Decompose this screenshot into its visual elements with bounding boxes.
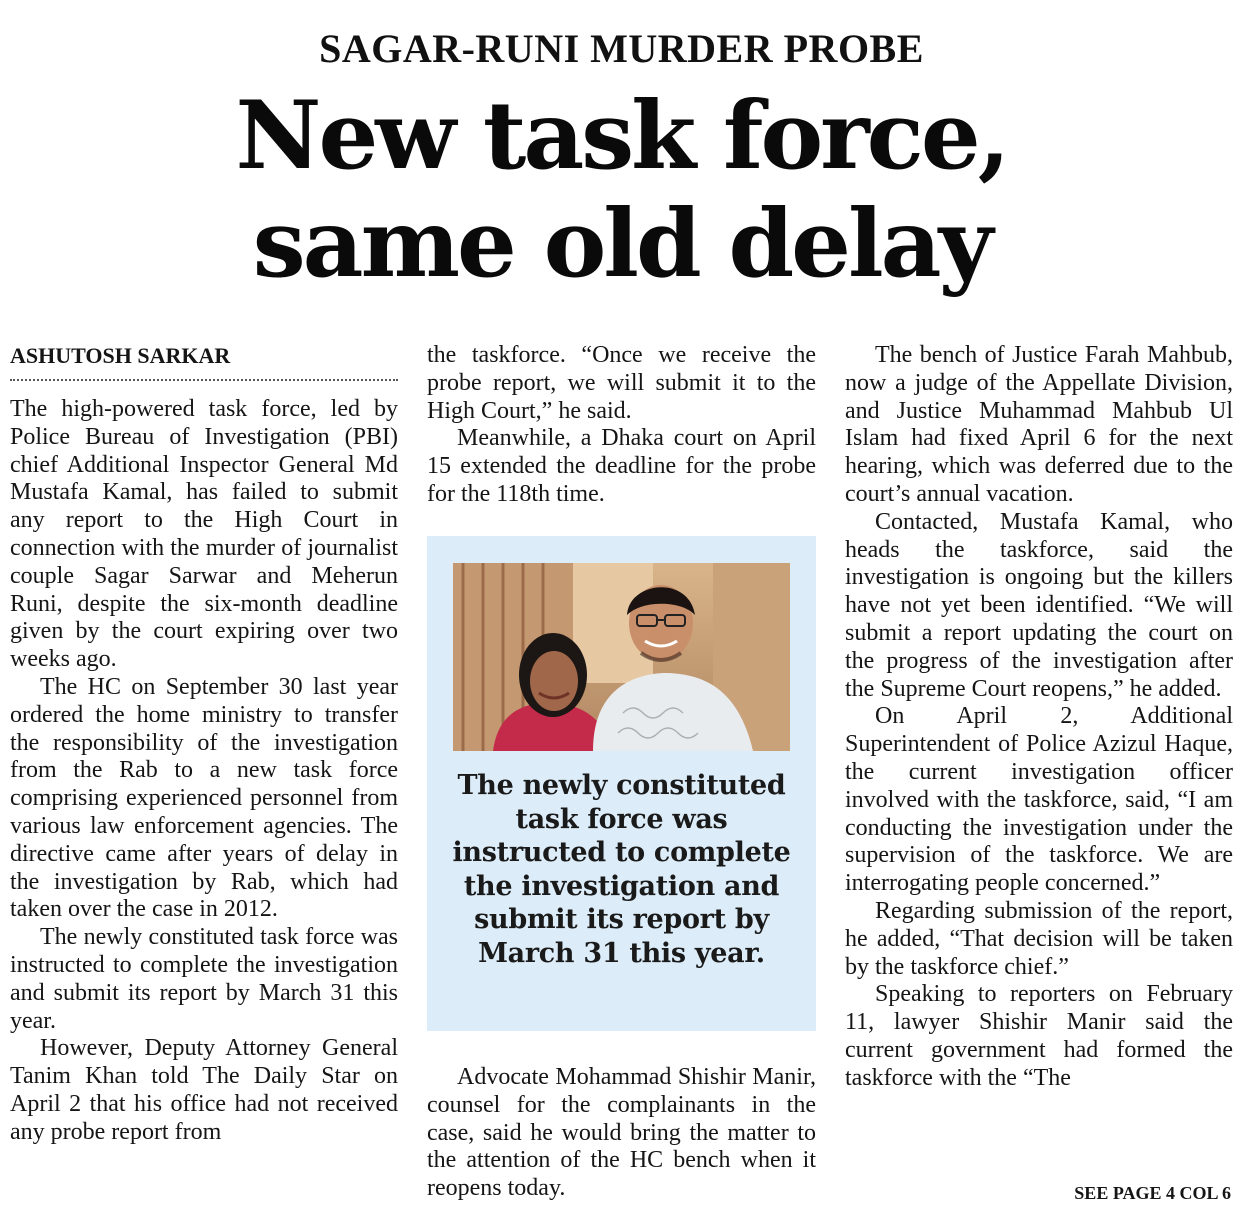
paragraph: Meanwhile, a Dhaka court on April 15 extended the deadline for the probe for the 118th time. [427, 425, 816, 507]
paragraph: Regarding submission of the report, he added, “That decision will be taken by the taskforce chief.” [845, 897, 1233, 980]
paragraph: The bench of Justice Farah Mahbub, now a judge of the Appellate Division, and Justice Muhammad Mahbub Ul Islam had fixed April 6 for the next hearing, which was deferred due to the court’s annual vacation. [845, 342, 1233, 507]
paragraph: The HC on September 30 last year ordered the home ministry to transfer the responsibility of the investigation from the Rab to a new task force comprising experienced personnel from various law enforcement agencies. The directive came after years of delay in the investigation by Rab, which had taken over the case in 2012. [10, 673, 398, 923]
article-column-1 [10, 396, 398, 1147]
headline-line-1: New task force, [235, 81, 1008, 191]
paragraph: Contacted, Mustafa Kamal, who heads the taskforce, said the investigation is ongoing but the killers have not yet been identified. “We will submit a report updating the court on the progress of the investigation after the Supreme Court reopens,” he added. [845, 508, 1233, 702]
paragraph: Advocate Mohammad Shishir Manir, counsel for the complainants in the case, said he would bring the matter to the attention of the HC bench when it reopens today. [427, 1064, 816, 1202]
byline-divider [10, 379, 398, 381]
pull-quote-box [427, 536, 816, 1031]
headline-line-2: same old delay [252, 189, 991, 299]
kicker: SAGAR-RUNI MURDER PROBE [319, 26, 924, 71]
paragraph: The newly constituted task force was instructed to complete the investigation and submit its report by March 31 this year. [10, 924, 398, 1034]
article-column-3 [845, 342, 1233, 1093]
paragraph: Speaking to reporters on February 11, lawyer Shishir Manir said the current government had formed the taskforce with the “The [845, 981, 1233, 1091]
pull-quote: The newly constituted task force was instructed to complete the investigation and submit its report by March 31 this year. [452, 770, 791, 969]
paragraph: the taskforce. “Once we receive the probe report, we will submit it to the High Court,” he said. [427, 342, 816, 424]
paragraph: However, Deputy Attorney General Tanim Khan told The Daily Star on April 2 that his office had not received any probe report from [10, 1035, 398, 1145]
article-column-2-bottom [427, 1064, 816, 1203]
continuation-jump: SEE PAGE 4 COL 6 [1074, 1183, 1231, 1203]
article-column-2-top [427, 342, 816, 509]
couple-photo [453, 563, 790, 751]
headline [0, 82, 1243, 298]
paragraph: The high-powered task force, led by Police Bureau of Investigation (PBI) chief Additional Inspector General Md Mustafa Kamal, has failed to submit any report to the High Court in connection with the murder of journalist couple Sagar Sarwar and Meherun Runi, despite the six-month deadline given by the court expiring over two weeks ago. [10, 396, 398, 673]
paragraph: On April 2, Additional Superintendent of Police Azizul Haque, the current investigation officer involved with the taskforce, said, “I am conducting the investigation under the supervision of the taskforce. We are interrogating people concerned.” [845, 703, 1233, 897]
byline: ASHUTOSH SARKAR [10, 343, 231, 368]
